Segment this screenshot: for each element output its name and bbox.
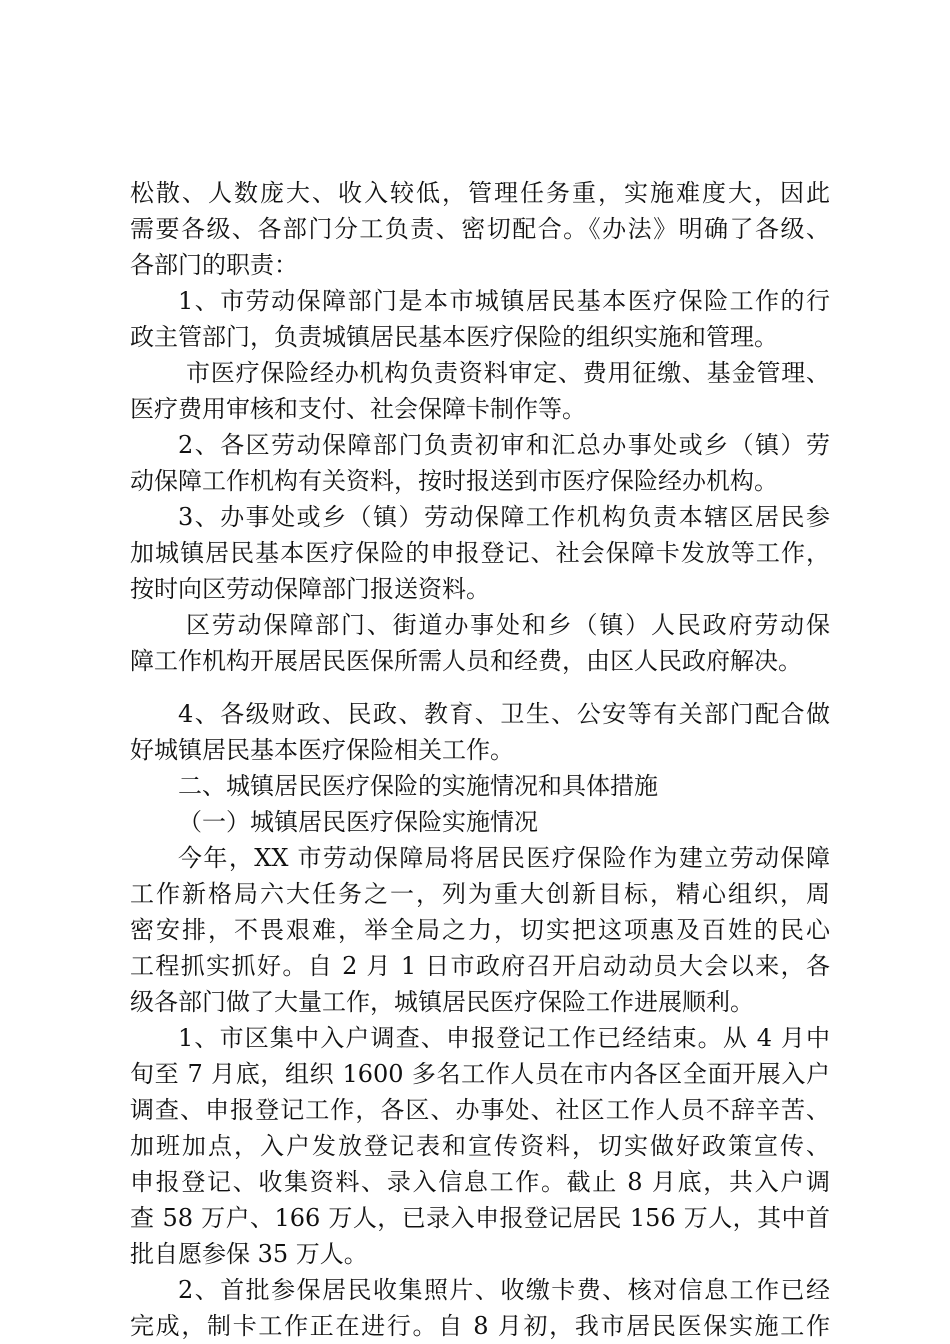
paragraph-line: 市医疗保险经办机构负责资料审定、费用征缴、基金管理、 <box>186 359 830 387</box>
paragraph-line: 4、各级财政、民政、教育、卫生、公安等有关部门配合做 <box>178 700 830 728</box>
paragraph-line: 级各部门做了大量工作，城镇居民医疗保险工作进展顺利。 <box>130 988 754 1016</box>
paragraph-line: 批自愿参保 35 万人。 <box>130 1240 368 1268</box>
paragraph-line: 需要各级、各部门分工负责、密切配合。《办法》明确了各级、 <box>130 215 830 243</box>
paragraph-line: 各部门的职责： <box>130 251 298 279</box>
paragraph-line: 松散、人数庞大、收入较低，管理任务重，实施难度大，因此 <box>130 179 830 207</box>
paragraph-line: 障工作机构开展居民医保所需人员和经费，由区人民政府解决。 <box>130 647 802 675</box>
paragraph-line: 加班加点，入户发放登记表和宣传资料，切实做好政策宣传、 <box>130 1132 830 1160</box>
paragraph-line: 2、各区劳动保障部门负责初审和汇总办事处或乡（镇）劳 <box>178 431 830 459</box>
paragraph-line: 1、市劳动保障部门是本市城镇居民基本医疗保险工作的行 <box>178 287 830 315</box>
paragraph-line: 2、首批参保居民收集照片、收缴卡费、核对信息工作已经 <box>178 1276 830 1304</box>
paragraph-line: 旬至 7 月底，组织 1600 多名工作人员在市内各区全面开展入户 <box>130 1060 830 1088</box>
paragraph-line: 按时向区劳动保障部门报送资料。 <box>130 575 490 603</box>
paragraph-line: 区劳动保障部门、街道办事处和乡（镇）人民政府劳动保 <box>186 611 830 639</box>
paragraph-line: 工作新格局六大任务之一，列为重大创新目标，精心组织，周 <box>130 880 830 908</box>
paragraph-line: 政主管部门，负责城镇居民基本医疗保险的组织实施和管理。 <box>130 323 778 351</box>
paragraph-line: 加城镇居民基本医疗保险的申报登记、社会保障卡发放等工作， <box>130 539 830 567</box>
paragraph-line: 调查、申报登记工作，各区、办事处、社区工作人员不辞辛苦、 <box>130 1096 830 1124</box>
subsection-heading: （一）城镇居民医疗保险实施情况 <box>178 808 538 836</box>
paragraph-line: 工程抓实抓好。自 2 月 1 日市政府召开启动动员大会以来，各 <box>130 952 830 980</box>
paragraph-line: 查 58 万户、166 万人，已录入申报登记居民 156 万人，其中首 <box>130 1204 830 1232</box>
paragraph-line: 3、办事处或乡（镇）劳动保障工作机构负责本辖区居民参 <box>178 503 830 531</box>
section-heading: 二、城镇居民医疗保险的实施情况和具体措施 <box>178 772 658 800</box>
paragraph-line: 申报登记、收集资料、录入信息工作。截止 8 月底，共入户调 <box>130 1168 830 1196</box>
paragraph-line: 今年，XX 市劳动保障局将居民医疗保险作为建立劳动保障 <box>178 844 830 872</box>
paragraph-line: 完成，制卡工作正在进行。自 8 月初，我市居民医保实施工作 <box>130 1312 830 1340</box>
paragraph-line: 好城镇居民基本医疗保险相关工作。 <box>130 736 514 764</box>
paragraph-line: 1、市区集中入户调查、申报登记工作已经结束。从 4 月中 <box>178 1024 830 1052</box>
paragraph-line: 密安排，不畏艰难，举全局之力，切实把这项惠及百姓的民心 <box>130 916 830 944</box>
paragraph-line: 医疗费用审核和支付、社会保障卡制作等。 <box>130 395 586 423</box>
paragraph-line: 动保障工作机构有关资料，按时报送到市医疗保险经办机构。 <box>130 467 778 495</box>
